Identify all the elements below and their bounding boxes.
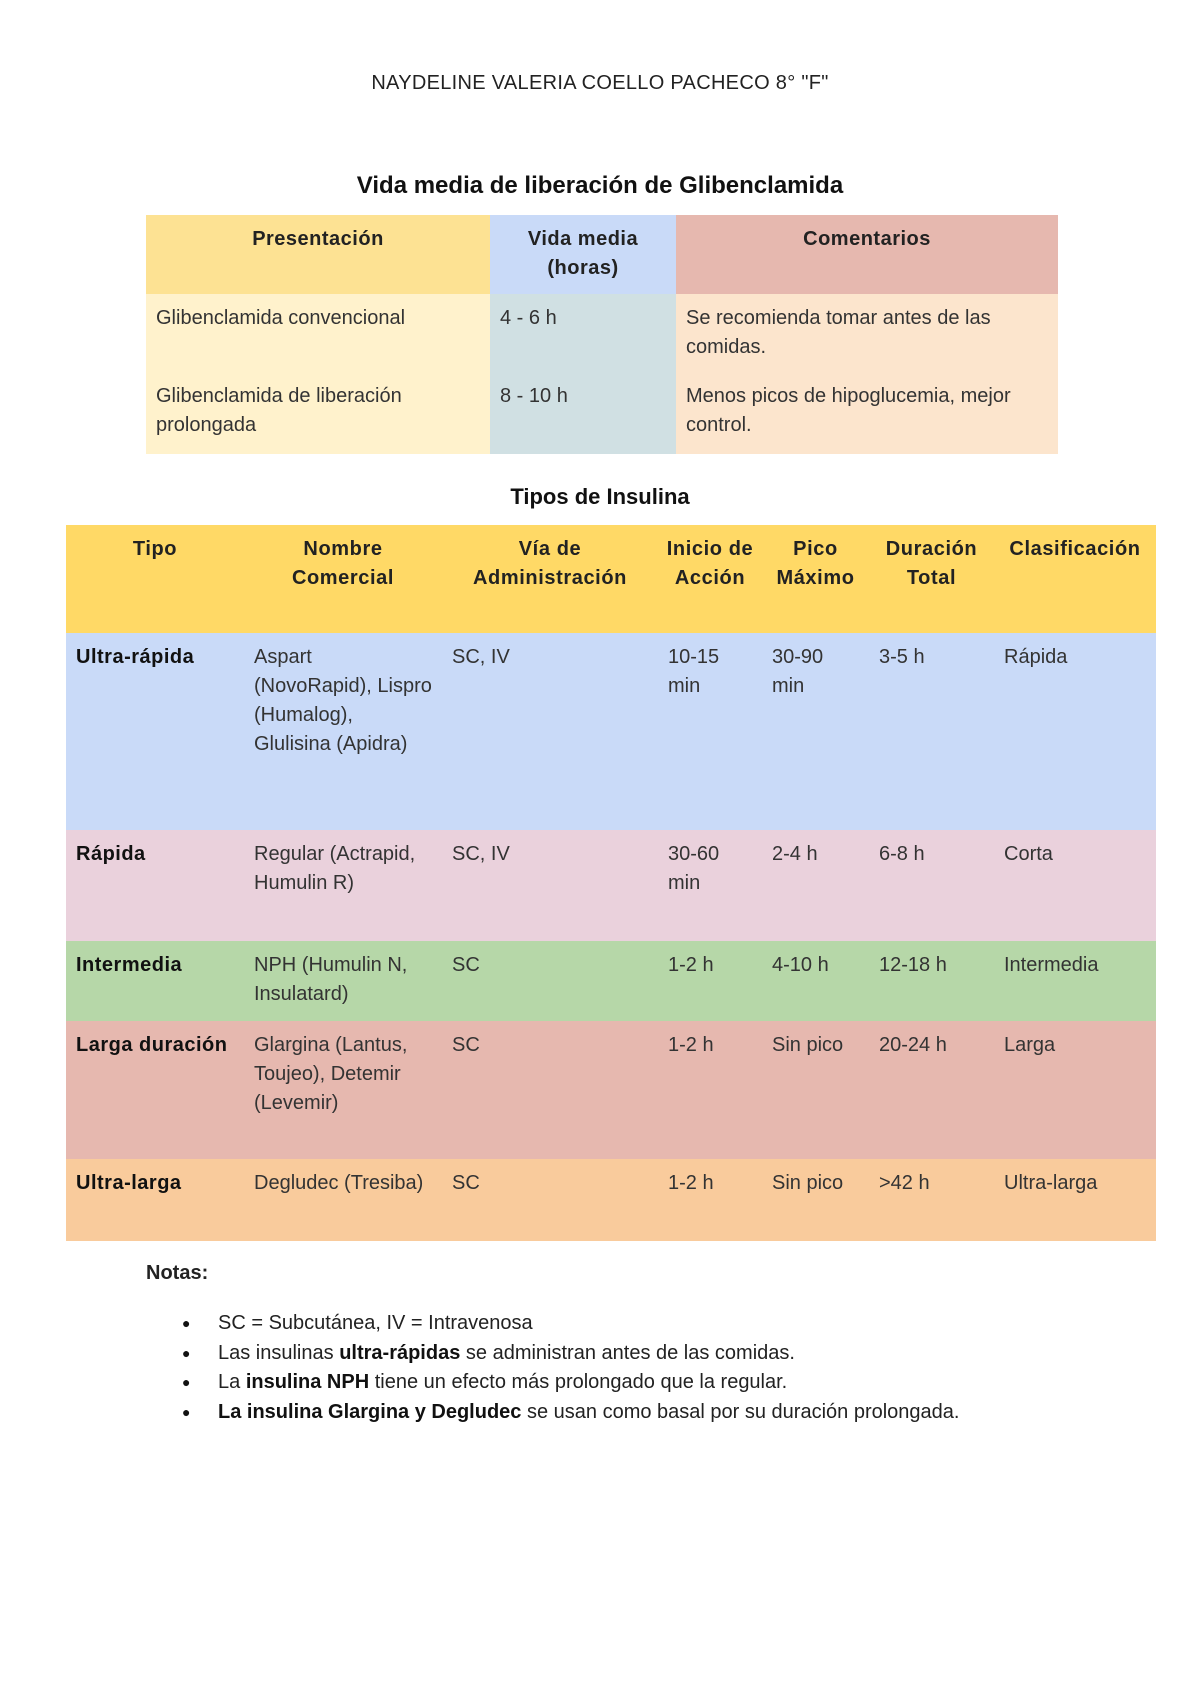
nombre-cell: Aspart (NovoRapid), Lispro (Humalog), Glulisina (Apidra) xyxy=(254,646,432,755)
list-item xyxy=(218,1339,1146,1369)
list-item xyxy=(218,1398,1146,1428)
tipo-cell: Ultra-larga xyxy=(76,1172,182,1194)
header-clasificacion: Clasificación xyxy=(1009,538,1141,560)
insulina-table xyxy=(66,525,1156,1241)
pico-cell: 2-4 h xyxy=(772,843,818,865)
note-bold-text: La insulina Glargina y Degludec xyxy=(218,1400,522,1423)
nombre-cell: Glargina (Lantus, Toujeo), Detemir (Levemir) xyxy=(254,1034,408,1114)
table1-title: Vida media de liberación de Glibenclamida xyxy=(356,172,844,199)
table-row xyxy=(66,1159,1156,1241)
notes-title: Notas: xyxy=(146,1262,209,1284)
duracion-cell: 12-18 h xyxy=(879,954,947,976)
note-text: Las insulinas xyxy=(218,1341,340,1364)
header-via-administracion: Vía de Administración xyxy=(473,538,627,589)
pico-cell: 30-90 min xyxy=(772,646,824,697)
nombre-cell: Degludec (Tresiba) xyxy=(254,1172,424,1194)
presentacion-cell: Glibenclamida convencional xyxy=(146,294,490,374)
presentacion-cell: Glibenclamida de liberación prolongada xyxy=(146,374,490,454)
header-inicio-accion: Inicio de Acción xyxy=(666,538,754,589)
document-header: NAYDELINE VALERIA COELLO PACHECO 8° "F" xyxy=(371,72,829,94)
note-text: La xyxy=(218,1371,246,1393)
note-text: tiene un efecto más prolongado que la regular. xyxy=(369,1371,788,1393)
clasificacion-cell: Larga xyxy=(1004,1034,1056,1056)
via-cell: SC xyxy=(452,1034,480,1056)
via-cell: SC xyxy=(452,954,480,976)
notes-list xyxy=(146,1309,1146,1427)
header-presentacion: Presentación xyxy=(146,215,490,294)
note-text: se administran antes de las comidas. xyxy=(460,1341,795,1364)
via-cell: SC, IV xyxy=(452,646,510,668)
list-item xyxy=(218,1368,1146,1398)
vida-media-cell: 8 - 10 h xyxy=(490,374,676,454)
inicio-cell: 1-2 h xyxy=(668,954,714,976)
comentario-cell: Se recomienda tomar antes de las comidas. xyxy=(676,294,1058,374)
tipo-cell: Ultra-rápida xyxy=(76,646,195,668)
table-row xyxy=(146,374,1058,454)
notes-section xyxy=(146,1262,1146,1427)
nombre-cell: NPH (Humulin N, Insulatard) xyxy=(254,954,408,1005)
vida-media-cell: 4 - 6 h xyxy=(490,294,676,374)
pico-cell: Sin pico xyxy=(772,1034,844,1056)
pico-cell: 4-10 h xyxy=(772,954,829,976)
inicio-cell: 30-60 min xyxy=(668,843,720,894)
note-text: se usan como basal por su duración prolongada. xyxy=(521,1400,960,1423)
table-row xyxy=(66,1021,1156,1159)
via-cell: SC xyxy=(452,1172,480,1194)
nombre-cell: Regular (Actrapid, Humulin R) xyxy=(254,843,416,894)
clasificacion-cell: Ultra-larga xyxy=(1004,1172,1098,1194)
note-bold-text: insulina NPH xyxy=(245,1371,370,1393)
tipo-cell: Larga duración xyxy=(76,1034,228,1056)
inicio-cell: 10-15 min xyxy=(668,646,720,697)
table2-title: Tipos de Insulina xyxy=(510,484,690,509)
inicio-cell: 1-2 h xyxy=(668,1034,714,1056)
clasificacion-cell: Rápida xyxy=(1004,646,1068,668)
note-text: SC = Subcutánea, IV = Intravenosa xyxy=(218,1312,533,1334)
tipo-cell: Intermedia xyxy=(76,954,183,976)
table-row xyxy=(66,830,1156,941)
header-tipo: Tipo xyxy=(132,538,178,560)
comentario-cell: Menos picos de hipoglucemia, mejor control. xyxy=(676,374,1058,454)
pico-cell: Sin pico xyxy=(772,1172,844,1194)
table-row xyxy=(66,941,1156,1021)
glibenclamida-table xyxy=(146,215,1058,454)
via-cell: SC, IV xyxy=(452,843,510,865)
header-comentarios: Comentarios xyxy=(676,215,1058,294)
header-pico-maximo: Pico Máximo xyxy=(776,538,855,589)
tipo-cell: Rápida xyxy=(76,843,146,865)
duracion-cell: 20-24 h xyxy=(879,1034,947,1056)
table-row xyxy=(146,294,1058,374)
note-bold-text: ultra-rápidas xyxy=(339,1341,461,1364)
header-duracion-total: Duración Total xyxy=(885,538,978,589)
table-row xyxy=(66,633,1156,830)
list-item xyxy=(218,1309,1146,1339)
header-nombre-comercial: Nombre Comercial xyxy=(291,538,395,589)
duracion-cell: 6-8 h xyxy=(879,843,925,865)
header-vida-media: Vida media (horas) xyxy=(490,215,676,294)
duracion-cell: >42 h xyxy=(879,1172,930,1194)
inicio-cell: 1-2 h xyxy=(668,1172,714,1194)
duracion-cell: 3-5 h xyxy=(879,646,925,668)
clasificacion-cell: Intermedia xyxy=(1004,954,1099,976)
clasificacion-cell: Corta xyxy=(1004,843,1053,865)
